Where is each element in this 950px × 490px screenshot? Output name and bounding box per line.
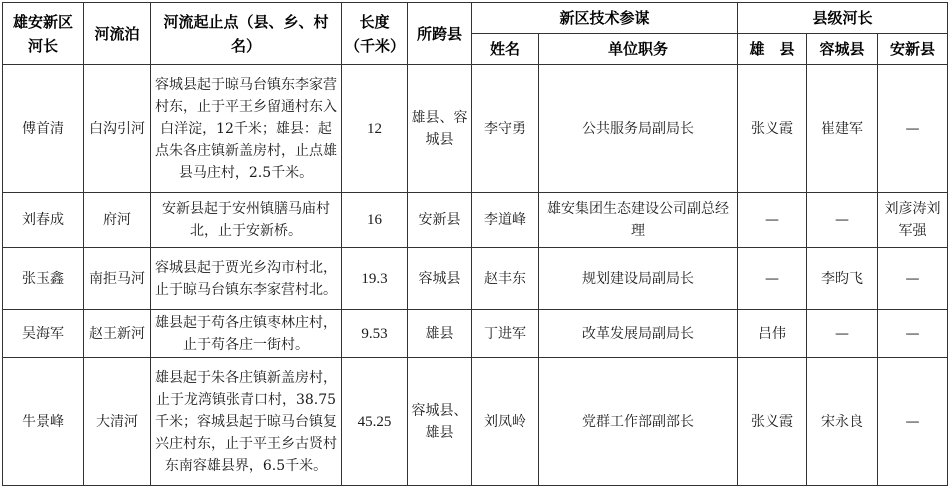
cell-advisor-name: 李道峰 — [472, 193, 539, 248]
cell-rongcheng: 宋永良 — [807, 358, 878, 486]
cell-route: 安新县起于安州镇膳马庙村北，止于安新桥。 — [151, 193, 342, 248]
cell-anxin: — — [878, 310, 948, 358]
cell-chief: 张玉鑫 — [3, 248, 84, 310]
cell-river: 赵王新河 — [84, 310, 151, 358]
cell-counties: 容城县 — [408, 248, 472, 310]
cell-advisor-name: 丁进军 — [472, 310, 539, 358]
header-length: 长度（千米） — [342, 3, 408, 65]
table-row — [3, 193, 948, 248]
cell-advisor-title: 公共服务局副局长 — [539, 65, 738, 193]
cell-anxin: — — [878, 65, 948, 193]
cell-counties: 雄县、容城县 — [408, 65, 472, 193]
cell-river: 大清河 — [84, 358, 151, 486]
river-chief-table — [2, 2, 948, 486]
cell-advisor-title: 党群工作部副部长 — [539, 358, 738, 486]
cell-length: 16 — [342, 193, 408, 248]
cell-route: 雄县起于苟各庄镇枣林庄村，止于苟各庄一街村。 — [151, 310, 342, 358]
cell-length: 45.25 — [342, 358, 408, 486]
cell-rongcheng: — — [807, 193, 878, 248]
cell-advisor-title: 改革发展局副局长 — [539, 310, 738, 358]
cell-xiong: 张义霞 — [738, 65, 807, 193]
cell-xiong: 吕伟 — [738, 310, 807, 358]
header-advisor-title: 单位职务 — [539, 34, 738, 65]
table-row — [3, 65, 948, 193]
cell-rongcheng: — — [807, 310, 878, 358]
cell-anxin: — — [878, 248, 948, 310]
header-chief: 雄安新区河长 — [3, 3, 84, 65]
river-chief-table-wrapper — [2, 2, 948, 486]
cell-length: 19.3 — [342, 248, 408, 310]
cell-river: 南拒马河 — [84, 248, 151, 310]
cell-counties: 容城县、雄县 — [408, 358, 472, 486]
cell-rongcheng: 李昀飞 — [807, 248, 878, 310]
cell-anxin: 刘彦涛刘军强 — [878, 193, 948, 248]
header-county-group: 县级河长 — [738, 3, 948, 34]
header-counties: 所跨县 — [408, 3, 472, 65]
cell-advisor-title: 规划建设局副局长 — [539, 248, 738, 310]
header-xiong: 雄 县 — [738, 34, 807, 65]
cell-route: 雄县起于朱各庄镇新盖房村，止于龙湾镇张青口村，38.75千米；容城县起于晾马台镇复兴庄村东，止于平王乡古贤村东南容雄县界，6.5千米。 — [151, 358, 342, 486]
header-river: 河流泊 — [84, 3, 151, 65]
header-route: 河流起止点（县、乡、村名） — [151, 3, 342, 65]
table-row — [3, 310, 948, 358]
cell-xiong: — — [738, 248, 807, 310]
header-rongcheng: 容城县 — [807, 34, 878, 65]
table-row — [3, 248, 948, 310]
cell-advisor-name: 李守勇 — [472, 65, 539, 193]
cell-advisor-name: 刘凤岭 — [472, 358, 539, 486]
cell-route: 容城县起于贾光乡沟市村北，止于晾马台镇东李家营村北。 — [151, 248, 342, 310]
cell-river: 府河 — [84, 193, 151, 248]
cell-advisor-name: 赵丰东 — [472, 248, 539, 310]
cell-rongcheng: 崔建军 — [807, 65, 878, 193]
cell-chief: 牛景峰 — [3, 358, 84, 486]
cell-length: 12 — [342, 65, 408, 193]
cell-route: 容城县起于晾马台镇东李家营村东，止于平王乡留通村东入白洋淀，12千米；雄县：起点朱各庄镇新盖房村，止点雄县马庄村，2.5千米。 — [151, 65, 342, 193]
cell-advisor-title: 雄安集团生态建设公司副总经理 — [539, 193, 738, 248]
cell-counties: 雄县 — [408, 310, 472, 358]
cell-length: 9.53 — [342, 310, 408, 358]
cell-river: 白沟引河 — [84, 65, 151, 193]
header-advisor-name: 姓名 — [472, 34, 539, 65]
cell-xiong: — — [738, 193, 807, 248]
cell-chief: 傅首清 — [3, 65, 84, 193]
cell-counties: 安新县 — [408, 193, 472, 248]
cell-chief: 吴海军 — [3, 310, 84, 358]
table-row — [3, 358, 948, 486]
cell-xiong: 张义霞 — [738, 358, 807, 486]
cell-chief: 刘春成 — [3, 193, 84, 248]
header-advisor-group: 新区技术参谋 — [472, 3, 738, 34]
header-anxin: 安新县 — [878, 34, 948, 65]
cell-anxin: — — [878, 358, 948, 486]
